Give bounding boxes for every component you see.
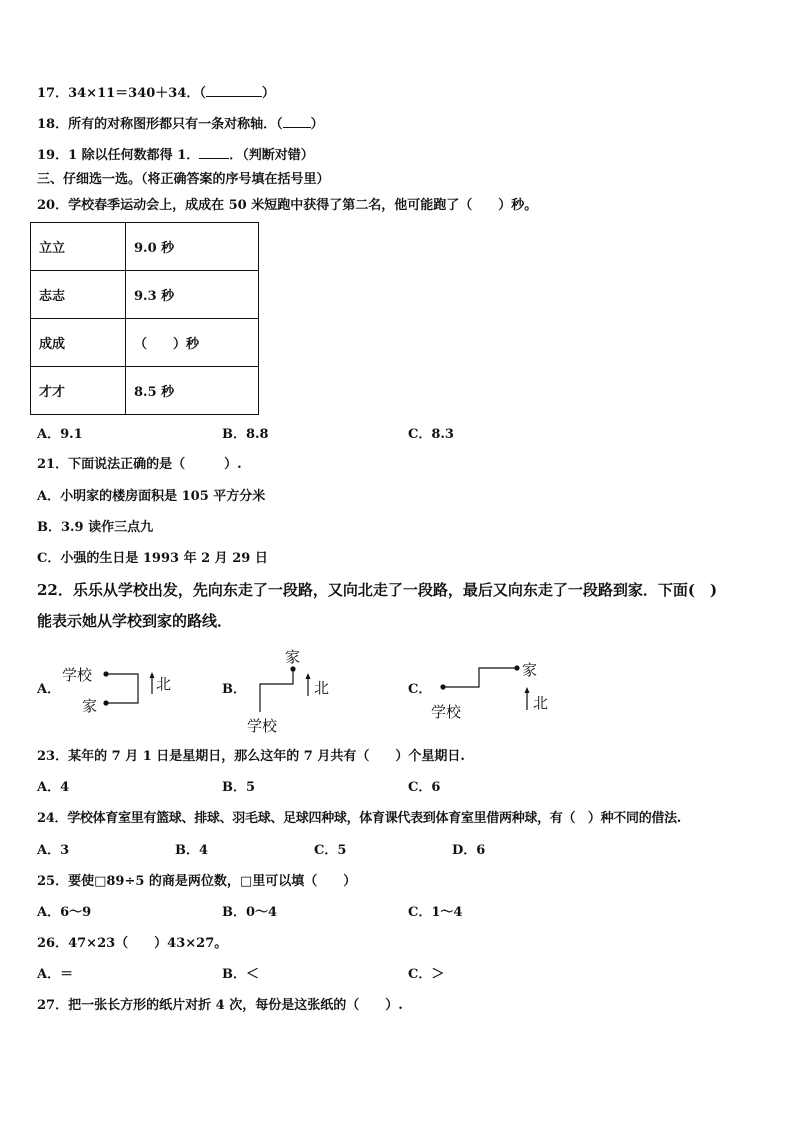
question-17 xyxy=(37,84,275,102)
route-diagram-b[interactable] xyxy=(250,664,320,716)
answer-blank[interactable] xyxy=(283,115,311,128)
table-cell-name: 立立 xyxy=(31,223,126,271)
route-diagram-c[interactable] xyxy=(438,660,538,715)
question-27: 27．把一张长方形的纸片对折 4 次，每份是这张纸的（ ）. xyxy=(37,998,403,1013)
north-label: 北 xyxy=(314,679,330,697)
table-cell-time: 8.5 秒 xyxy=(126,367,259,415)
home-label: 家 xyxy=(285,648,301,666)
question-24: 24．学校体育室里有篮球、排球、羽毛球、足球四种球，体育课代表到体育室里借两种球，有（ ）种不同的借法. xyxy=(37,811,682,826)
home-label: 家 xyxy=(522,661,538,679)
table-cell-name: 才才 xyxy=(31,367,126,415)
option-a[interactable]: A．＝ xyxy=(37,967,74,982)
question-19 xyxy=(37,146,314,164)
table-cell-name: 成成 xyxy=(31,319,126,367)
section-heading: 三、仔细选一选。（将正确答案的序号填在括号里） xyxy=(37,172,330,187)
option-a[interactable]: A． xyxy=(37,682,61,697)
question-17-text: 17．34×11＝340＋34．（ xyxy=(37,86,206,101)
question-22-line1: 22．乐乐从学校出发，先向东走了一段路，又向北走了一段路，最后又向东走了一段路到家．下面( ) xyxy=(37,581,718,599)
north-label: 北 xyxy=(156,675,172,693)
table-row xyxy=(31,367,259,415)
question-18-close: ） xyxy=(310,117,324,132)
option-b[interactable]: B．4 xyxy=(175,843,209,858)
table-cell-time: 9.3 秒 xyxy=(126,271,259,319)
table-cell-time: 9.0 秒 xyxy=(126,223,259,271)
question-26: 26．47×23（ ）43×27。 xyxy=(37,936,228,951)
table-cell-time: （ ）秒 xyxy=(126,319,259,367)
option-a[interactable]: A．6～9 xyxy=(37,905,92,920)
table-row xyxy=(31,223,259,271)
school-label: 学校 xyxy=(247,717,278,735)
route-diagram-a[interactable] xyxy=(100,668,160,708)
home-label: 家 xyxy=(82,697,98,715)
option-b[interactable]: B．8.8 xyxy=(222,427,269,442)
option-a[interactable]: A．9.1 xyxy=(37,427,83,442)
question-19-suffix: ．（判断对错） xyxy=(229,148,314,163)
option-c[interactable]: C．6 xyxy=(408,780,441,795)
table-cell-name: 志志 xyxy=(31,271,126,319)
question-23: 23．某年的 7 月 1 日是星期日，那么这年的 7 月共有（ ）个星期日. xyxy=(37,749,465,764)
table-row xyxy=(31,319,259,367)
option-b[interactable]: B． xyxy=(222,682,246,697)
option-b[interactable]: B．3.9 读作三点九 xyxy=(37,520,154,535)
option-d[interactable]: D．6 xyxy=(452,843,486,858)
option-b[interactable]: B．＜ xyxy=(222,967,259,982)
option-b[interactable]: B．5 xyxy=(222,780,256,795)
option-c[interactable]: C．＞ xyxy=(408,967,445,982)
question-18 xyxy=(37,115,324,133)
option-a[interactable]: A．小明家的楼房面积是 105 平方分米 xyxy=(37,489,266,504)
question-25: 25．要使□89÷5 的商是两位数，□里可以填（ ） xyxy=(37,874,357,889)
option-b[interactable]: B．0～4 xyxy=(222,905,278,920)
answer-blank[interactable] xyxy=(199,146,229,159)
question-21: 21．下面说法正确的是（ ）. xyxy=(37,457,242,472)
north-label: 北 xyxy=(533,694,549,712)
option-c[interactable]: C．5 xyxy=(314,843,347,858)
question-19-text: 19．1 除以任何数都得 1． xyxy=(37,148,200,163)
results-table xyxy=(30,222,259,415)
option-c[interactable]: C． xyxy=(408,682,432,697)
option-a[interactable]: A．3 xyxy=(37,843,70,858)
option-a[interactable]: A．4 xyxy=(37,780,70,795)
option-c[interactable]: C．小强的生日是 1993 年 2 月 29 日 xyxy=(37,551,268,566)
question-17-close: ） xyxy=(261,86,275,101)
question-22-line2: 能表示她从学校到家的路线． xyxy=(37,612,233,630)
question-18-text: 18．所有的对称图形都只有一条对称轴．（ xyxy=(37,117,283,132)
question-20: 20．学校春季运动会上，成成在 50 米短跑中获得了第二名，他可能跑了（ ）秒。 xyxy=(37,198,538,213)
table-row xyxy=(31,271,259,319)
option-c[interactable]: C．8.3 xyxy=(408,427,454,442)
answer-blank[interactable] xyxy=(206,84,262,97)
option-c[interactable]: C．1～4 xyxy=(408,905,463,920)
school-label: 学校 xyxy=(431,703,462,721)
school-label: 学校 xyxy=(62,666,93,684)
